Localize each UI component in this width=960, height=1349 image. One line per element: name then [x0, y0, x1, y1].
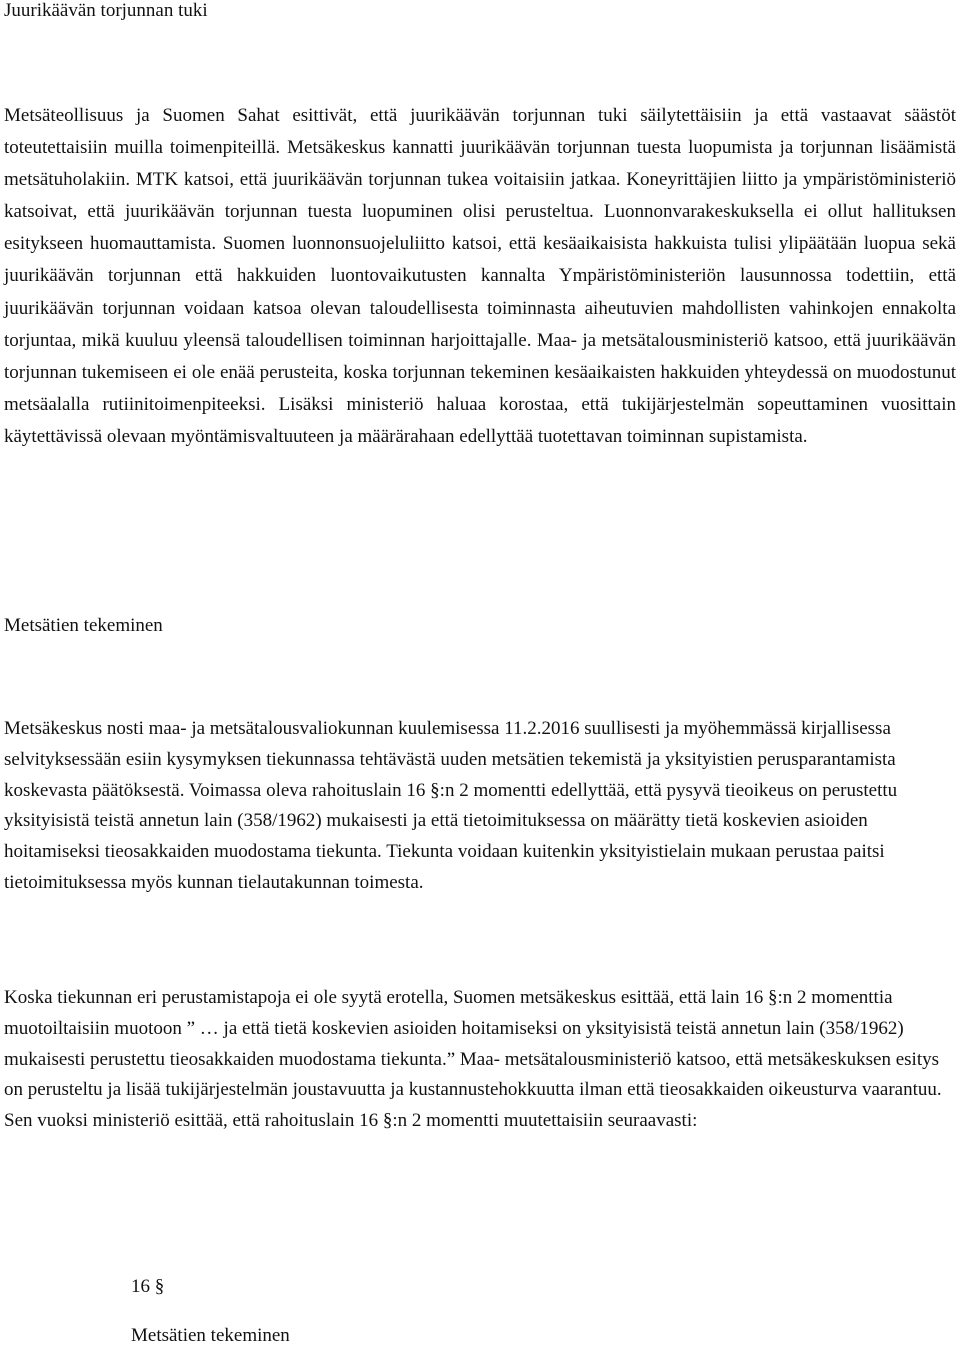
body-paragraph: Koska tiekunnan eri perustamistapoja ei ole syytä erotella, Suomen metsäkeskus esittää, että lain 16 §:n 2 momenttia muotoiltaisiin muotoon ” … ja että tietä koskevien asioiden hoitamiseksi on yksityisistä teistä annetun lain (358/1962) mukaisesti perustettu tieosakkaiden muodostama tiekunta.” Maa- metsätalousministeriö katsoo, että metsäkeskuksen esitys on perusteltu ja lisää tukijärjestelmän joustavuutta ja kustannustehokkuutta ilman että tieosakkaiden oikeusturva vaarantuu. Sen vuoksi ministeriö esittää, että rahoituslain 16 §:n 2 momentti muutettaisiin seuraavasti:: [4, 987, 942, 1132]
body-paragraph: Metsäkeskus nosti maa- ja metsätalousvaliokunnan kuulemisessa 11.2.2016 suullisesti ja myöhemmässä kirjallisessa selvityksessään esiin kysymyksen tiekunnassa tehtävästä uuden metsätien tekemistä ja yksityistien perusparantamista koskevasta päätöksestä. Voimassa oleva rahoituslain 16 §:n 2 momentti edellyttää, että pysyvä tieoikeus on perustettu yksityisistä teistä annetun lain (358/1962) mukaisesti ja että tietoimituksessa on määrätty tietä koskevien asioiden hoitamiseksi tieosakkaiden muodostama tiekunta. Tiekunta voidaan kuitenkin yksityistielain mukaan perustaa paitsi tietoimituksessa myös kunnan tielautakunnan toimesta.: [4, 718, 898, 893]
section-title: Metsätien tekeminen: [131, 1325, 290, 1346]
page-title: Juurikäävän torjunnan tuki: [4, 0, 208, 21]
section-number: 16 §: [131, 1276, 165, 1297]
body-paragraph: Metsäteollisuus ja Suomen Sahat esittivät, että juurikäävän torjunnan tuki säilytettäisiin ja että vastaavat säästöt toteutettaisiin muilla toimenpiteillä. Metsäkeskus kannatti juurikäävän torjunnan tuesta luopumista ja torjunnan lisäämistä metsätuholakiin. MTK katsoi, että juurikäävän torjunnan tukea voitaisiin jatkaa. Koneyrittäjien liitto ja ympäristöministeriö katsoivat, että juurikäävän torjunnan tuesta luopuminen olisi perusteltua. Luonnonvarakeskuksella ei ollut hallituksen esitykseen huomauttamista. Suomen luonnonsuojeluliitto katsoi, että kesäaikaisista hakkuista tulisi ylipäätään luopua sekä juurikäävän torjunnan että hakkuiden luontovaikutusten kannalta Ympäristöministeriön lausunnossa todettiin, että juurikäävän torjunnan voidaan katsoa olevan taloudellisesta toiminnasta aiheutuvien mahdollisten vahinkojen ennakolta torjuntaa, mikä kuuluu yleensä taloudellisen toiminnan harjoittajalle. Maa- ja metsätalousministeriö katsoo, että juurikäävän torjunnan tukemiseen ei ole enää perusteita, koska torjunnan tekeminen kesäaikaisten hakkuiden yhteydessä on muodostunut metsäalalla rutiinitoimenpiteeksi. Lisäksi ministeriö haluaa korostaa, että tukijärjestelmän sopeuttaminen vuosittain käytettävissä olevaan myöntämisvaltuuteen ja määrärahaan edellyttää tuotettavan toiminnan supistamista.: [4, 105, 956, 447]
section-heading: Metsätien tekeminen: [4, 615, 163, 636]
